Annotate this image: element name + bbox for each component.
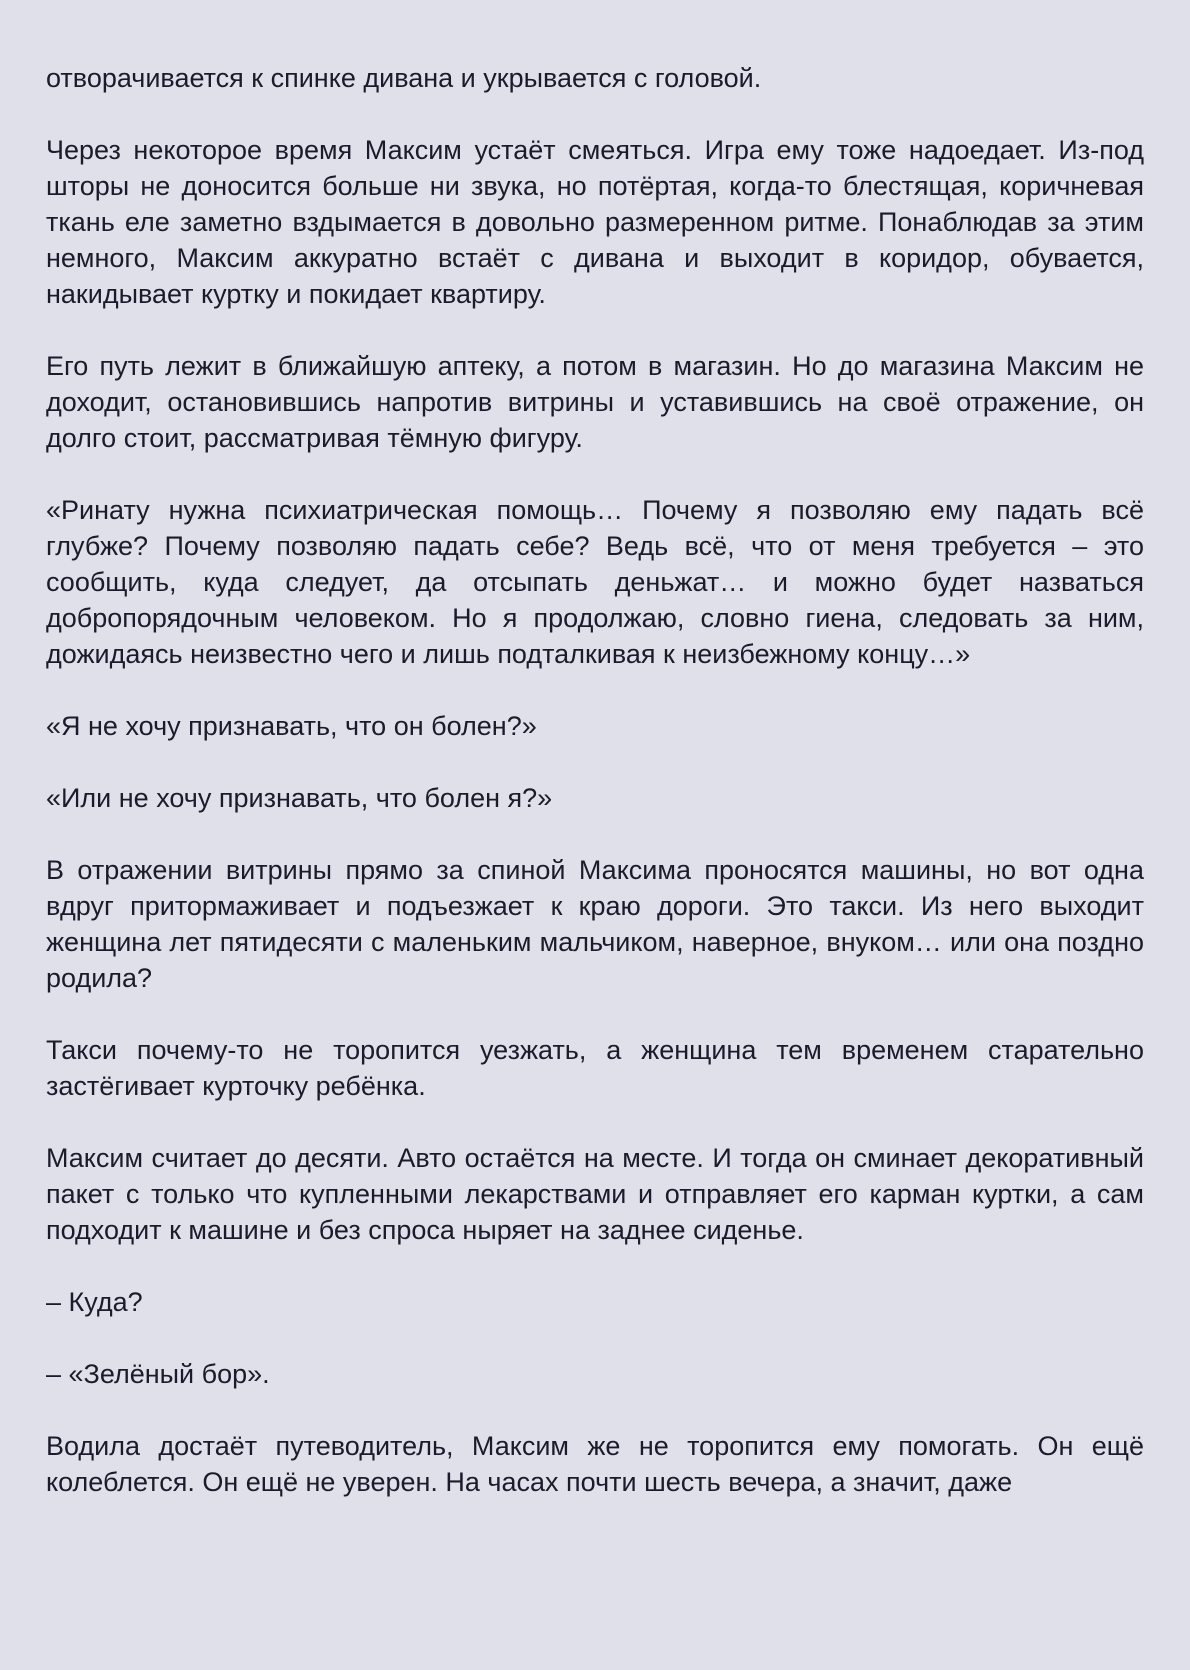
document-body	[46, 60, 1144, 1500]
paragraph-12: Водила достаёт путеводитель, Максим же не торопится ему помогать. Он ещё колеблется. Он ещё не уверен. На часах почти шесть вечера, а значит, даже	[46, 1431, 1144, 1497]
paragraph-3: Его путь лежит в ближайшую аптеку, а потом в магазин. Но до магазина Максим не доходит, остановившись напротив витрины и уставившись на своё отражение, он долго стоит, рассматривая тёмную фигуру.	[46, 351, 1144, 453]
paragraph-5: «Я не хочу признавать, что он болен?»	[46, 711, 537, 741]
paragraph-9: Максим считает до десяти. Авто остаётся на месте. И тогда он сминает декоративный пакет с только что купленными лекарствами и отправляет его карман куртки, а сам подходит к машине и без спроса ныряет на заднее сиденье.	[46, 1143, 1144, 1245]
paragraph-6: «Или не хочу признавать, что болен я?»	[46, 783, 553, 813]
paragraph-7: В отражении витрины прямо за спиной Максима проносятся машины, но вот одна вдруг притормаживает и подъезжает к краю дороги. Это такси. Из него выходит женщина лет пятидесяти с маленьким мальчиком, наверное, внуком… или она поздно родила?	[46, 855, 1144, 993]
paragraph-10: – Куда?	[46, 1287, 143, 1317]
paragraph-2: Через некоторое время Максим устаёт смеяться. Игра ему тоже надоедает. Из-под шторы не доносится больше ни звука, но потёртая, когда-то блестящая, коричневая ткань еле заметно вздымается в довольно размеренном ритме. Понаблюдав за этим немного, Максим аккуратно встаёт с дивана и выходит в коридор, обувается, накидывает куртку и покидает квартиру.	[46, 135, 1144, 309]
paragraph-11: – «Зелёный бор».	[46, 1359, 270, 1389]
paragraph-8: Такси почему-то не торопится уезжать, а женщина тем временем старательно застёгивает курточку ребёнка.	[46, 1035, 1144, 1101]
paragraph-1: отворачивается к спинке дивана и укрывается с головой.	[46, 63, 762, 93]
paragraph-4: «Ринату нужна психиатрическая помощь… Почему я позволяю ему падать всё глубже? Почему позволяю падать себе? Ведь всё, что от меня требуется – это сообщить, куда следует, да отсыпать деньжат… и можно будет назваться добропорядочным человеком. Но я продолжаю, словно гиена, следовать за ним, дожидаясь неизвестно чего и лишь подталкивая к неизбежному концу…»	[46, 495, 1144, 669]
